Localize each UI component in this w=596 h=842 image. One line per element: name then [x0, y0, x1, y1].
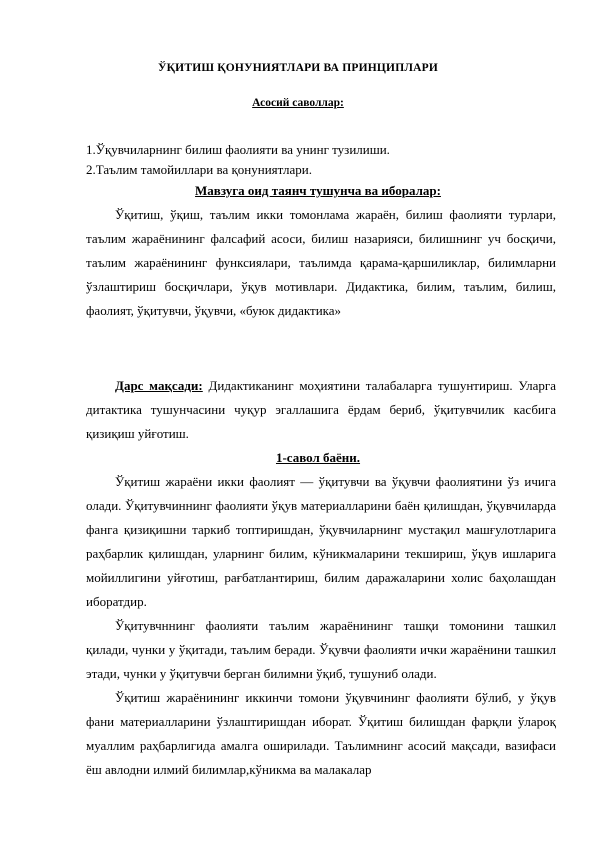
key-concepts-heading: Мавзуга оид таянч тушунча ва иборалар:	[195, 183, 441, 198]
body-paragraph: Ўқитиш жараёни икки фаолият — ўқитувчи ва ўқувчи фаолиятини ўз ичига олади. Ўқитувчиннинг фаолияти ўқув материалларини баён қилишдан, ўқувчиларда фанга қизиқишни таркиб топтиришдан, ўқувчиларнинг мустақил машғулотларига раҳбарлик қилишдан, уларнинг билим, кўникмаларини текшириш, ўқув ишларига мойиллигини уйғотиш, рағбатлантириш, билим даражаларини холис баҳолашдан иборатдир.	[86, 474, 556, 609]
body-paragraph: Ўқитиш жараёнининг иккинчи томони ўқувчининг фаолияти бўлиб, у ўқув фани материалларини ўзлаштиришдан иборат. Ўқитиш билишдан фарқли ўлароқ муаллим раҳбарлигида амалга оширилади. Таълимнинг асосий мақсади, вазифаси ёш авлодни илмий билимлар,кўникма ва малакалар	[86, 690, 556, 777]
question-item: 2.Таълим тамойиллари ва қонуниятлари.	[86, 162, 312, 177]
question-1-heading: 1-савол баёни.	[275, 450, 361, 465]
lesson-goal-label: Дарс мақсади:	[115, 378, 203, 393]
key-concepts-paragraph: Ўқитиш, ўқиш, таълим икки томонлама жараён, билиш фаолияти турлари, таълим жараёнининг фалсафий асоси, билиш назарияси, билишнинг уч босқичи, таълим жараёнининг функсиялари, таълимда қарама-қаршиликлар, билимларни ўзлаштириш босқичлари, ўқув мотивлари. Дидактика, билим, таълим, билиш, фаолият, ўқитувчи, ўқувчи, «буюк дидактика»	[86, 207, 556, 318]
lesson-goal-text: Дидактиканинг моҳиятини талабаларга тушунтириш. Уларга дитактика тушунчасини чуқур эгаллашига ёрдам бериб, ўқитувчилик касбига қизиқиш уйғотиш.	[86, 378, 556, 441]
questions-list	[86, 140, 556, 180]
question-item: 1.Ўқувчиларнинг билиш фаолияти ва унинг тузилиши.	[86, 142, 390, 157]
page-title: ЎҚИТИШ ҚОНУНИЯТЛАРИ ВА ПРИНЦИПЛАРИ	[158, 62, 438, 74]
lesson-goal-paragraph	[86, 374, 556, 446]
body-paragraph: Ўқитувчннинг фаолияти таълим жараёнининг ташқи томонини ташкил қилади, чунки у ўқитади, таълим беради. Ўқувчи фаолияти ички жараёнини ташкил этади, чунки у ўқитувчи берган билимни ўқиб, тушуниб олади.	[86, 618, 556, 681]
basic-questions-heading: Асосий саволлар:	[252, 97, 344, 109]
